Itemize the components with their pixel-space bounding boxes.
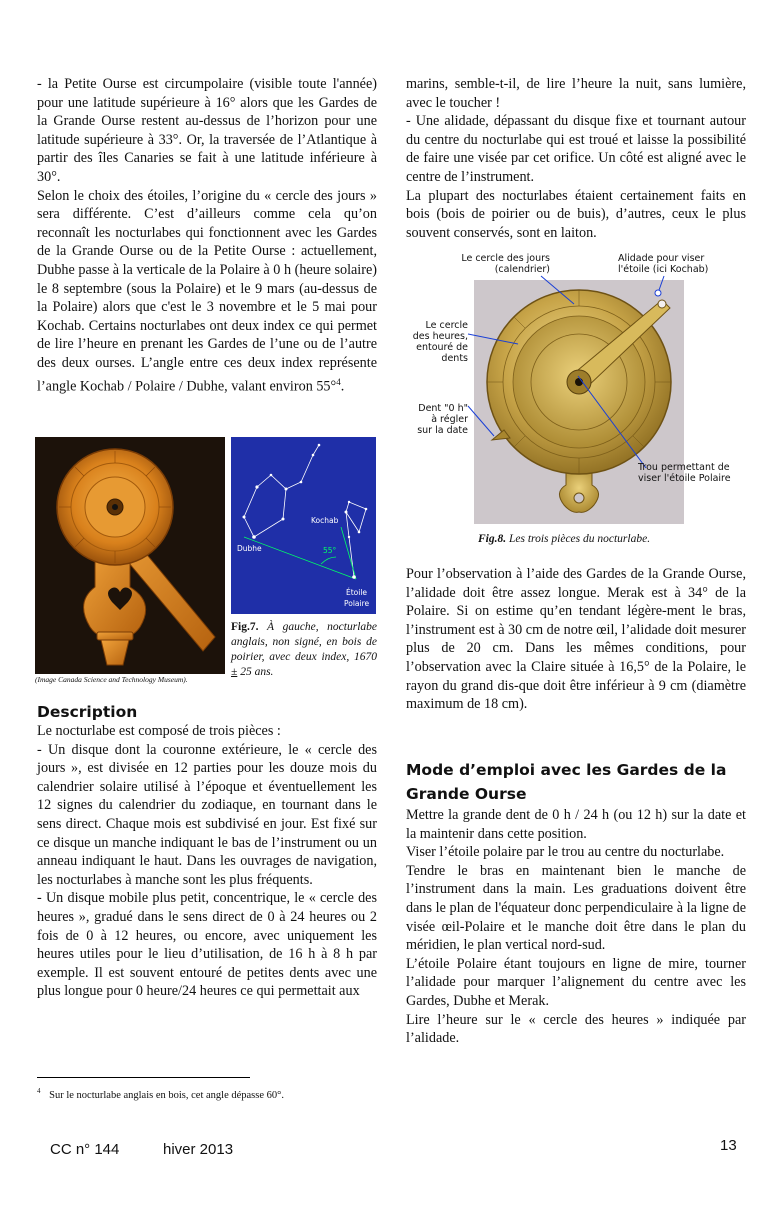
footer-issue: CC n° 144	[50, 1141, 120, 1158]
paragraph: Pour l’observation à l’aide des Gardes de la Grande Ourse, l’alidade doit être assez longue. Merak est à 34° de la Polaire. Si on estime qu’en tendant légère-ment le bras, l’instrument est à 30 cm de notre œil, l’alidade doit mesurer plus de 20 cm. Dans les mêmes conditions, pour l’observation avec la Claire située à 16,5° de la Polaire, le rayon du grand dis-que doit être inférieur à 9 cm (diamètre maximum de 18 cm).	[406, 566, 747, 713]
right-column-lower	[406, 565, 746, 714]
fig7-caption	[231, 620, 377, 680]
paragraph: Lire l’heure sur le « cercle des heures » indiquée par l’alidade.	[406, 1011, 746, 1047]
paragraph: - la Petite Ourse est circumpolaire (visible toute l'année) pour une latitude supérieure à 16° alors que les Gardes de la Grande Ourse restent au-dessus de l’horizon pour une latitude supérieure à 33°. Or, la traversée de l’Atlantique à partir des îles Canaries se fait à une latitude inférieure à 30°.	[37, 76, 377, 185]
paragraph: Mettre la grande dent de 0 h / 24 h (ou 12 h) sur la date et la maintenir dans cette position.	[406, 807, 746, 842]
paragraph: Le nocturlabe est composé de trois pièces :	[37, 723, 281, 739]
footnote-ref[interactable]: 4	[336, 376, 341, 387]
paragraph: marins, semble-t-il, de lire l’heure la nuit, sans lumière, avec le toucher !	[406, 76, 746, 111]
paragraph: La plupart des nocturlabes étaient certainement faits en bois (bois de poirier ou de buis), d’autres, ceux le plus souvent conservés, sont en laiton.	[406, 187, 746, 241]
paragraph: - Un disque dont la couronne extérieure, le « cercle des jours », est divisée en 12 parties pour les douze mois du calendrier solaire utilisé à l’époque et éventuellement les 12 signes du calendrier du zodiaque, en tournant dans le sens direct. Chaque mois est subdivisé en jour. Est fixé sur ce disque un manche indiquant le bas de l’instrument ou un anneau indiquant le haut. Dans les ouvrages de navigation, les nocturlabes à manche sont les plus fréquents.	[37, 741, 377, 888]
paragraph: - Un disque mobile plus petit, concentrique, le « cercle des heures », gradué dans le sens direct de 0 à 24 heures ou 2 fois de 0 à 12 heures, ou encore, avec uniquement les heures utiles pour le lieu d’utilisation, de 16 h à 8 h par exemple. Il est souvent entouré de petites dents avec une plus longue pour 0 heure/24 heures ce qui permettait aux	[37, 890, 377, 1000]
footnote-text: Sur le nocturlabe anglais en bois, cet angle dépasse 60°.	[49, 1089, 284, 1101]
label-cercle-heures: Le cercle des heures, entouré de dents	[412, 320, 468, 364]
label-cercle-jours: Le cercle des jours (calendrier)	[461, 253, 550, 275]
label-alidade: Alidade pour viser l'étoile (ici Kochab)	[618, 253, 709, 275]
label-dent-0h: Dent "0 h" à régler sur la date	[417, 403, 468, 436]
description-heading: Description	[37, 703, 138, 721]
footnote-number: 4	[37, 1087, 41, 1095]
fig8-caption-label: Fig.8.	[478, 533, 507, 545]
kochab-label: Kochab	[311, 516, 339, 525]
fig7-caption-end: 25 ans.	[240, 666, 274, 678]
paragraph: Viser l’étoile polaire par le trou au centre du nocturlabe.	[406, 844, 725, 861]
fig7-caption-label: Fig.7.	[231, 621, 259, 633]
footer-season: hiver 2013	[163, 1141, 234, 1158]
angle-label: 55°	[323, 546, 337, 555]
mode-heading: Mode d’emploi avec les Gardes de la Grande Ourse	[406, 761, 727, 803]
footnote-rule	[37, 1077, 250, 1078]
fig8-caption	[478, 532, 738, 547]
page-number: 13	[720, 1137, 737, 1154]
fig7-photo	[35, 437, 225, 674]
description-section	[37, 702, 377, 1001]
fig7-caption-pm: ±	[231, 666, 238, 678]
fig7-caption-text: À gauche, nocturlabe anglais, non signé, en bois de poirier, avec deux index, 1670	[231, 621, 377, 663]
polaire-label-line1: Étoile	[346, 588, 368, 597]
label-trou: Trou permettant de viser l'étoile Polaire	[638, 462, 731, 484]
paragraph: Tendre le bras en maintenant bien le manche de l’instrument dans la main. Les graduations doivent être dans le plan de l'équateur donc perpendiculaire à la ligne de visée œil-Polaire et le manche doit être dans le plan du méridien, le plan vertical nord-sud.	[406, 862, 746, 954]
photo-credit: (Image Canada Science and Technology Museum).	[35, 675, 188, 684]
footnote	[37, 1087, 284, 1101]
mode-section	[406, 758, 746, 1048]
left-column	[37, 75, 377, 396]
fig7-star-chart	[231, 437, 376, 614]
wooden-nocturlabe-image	[35, 437, 225, 674]
fig8-caption-text: Les trois pièces du nocturlabe.	[509, 533, 651, 545]
paragraph: Selon le choix des étoiles, l’origine du « cercle des jours » sera différente. C’est d’ailleurs comme cela qu’on reconnaît les nocturlabes qui fonctionnent avec les Gardes de la Grande Ourse ou de la Petite Ourse : actuellement, Dubhe passe à la verticale de la Polaire à 0 h (heure solaire) le 8 septembre (sous la Polaire) et le 9 mars (au-dessus de la Polaire) alors que c'est le 3 novembre et le 5 mai pour Kochab. Certains nocturlabes ont deux index ce qui permet de lire l’heure en prenant les Gardes de l’une ou de l’autre des deux ourses. L’angle entre ces deux index représente l’angle Kochab / Polaire / Dubhe, valant environ 55°$^4$.	[37, 187, 377, 395]
fig8-annotation-lines	[406, 246, 746, 551]
right-column	[406, 75, 746, 242]
paragraph: L’étoile Polaire étant toujours en ligne de mire, tourner l’alidade pour marquer l’alignement du centre avec les Gardes, Dubhe et Merak.	[406, 955, 746, 1009]
fig8	[406, 246, 746, 551]
paragraph: - Une alidade, dépassant du disque fixe et tournant autour du centre du nocturlabe qui est troué et laisse la possibilité de faire une visée par cet orifice. Un côté est aligné avec le centre de l’instrument.	[406, 113, 746, 185]
polaire-label-line2: Polaire	[344, 599, 370, 608]
dubhe-label: Dubhe	[237, 544, 262, 553]
